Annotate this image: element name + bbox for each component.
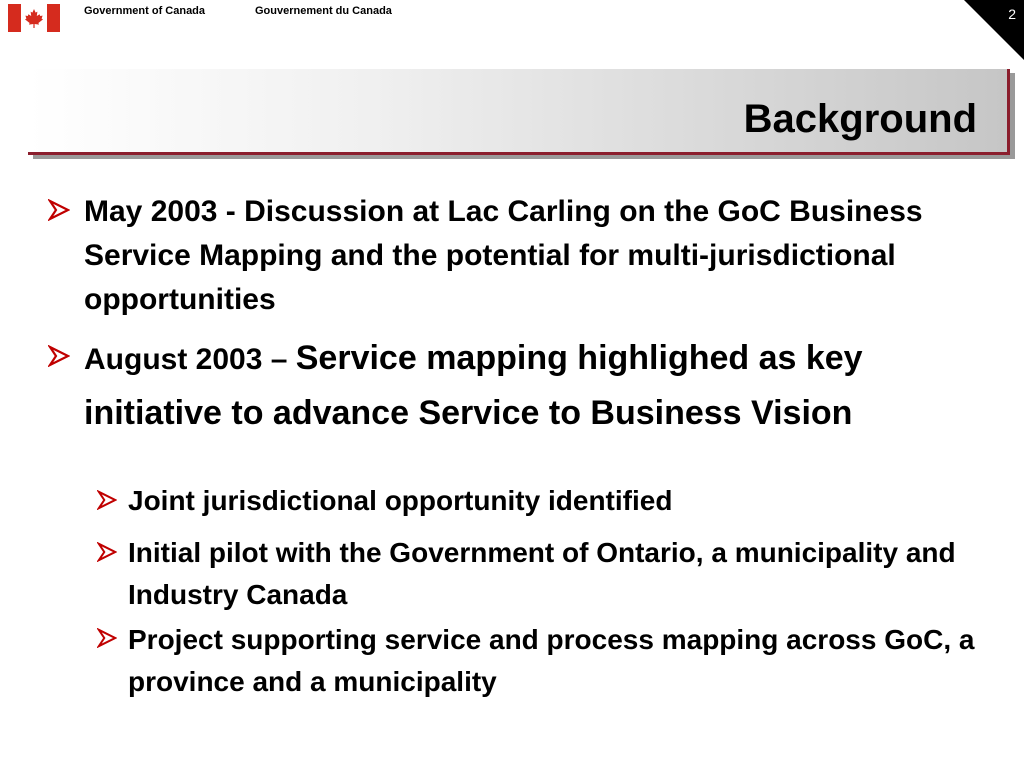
bullet-arrow-icon: [48, 345, 70, 367]
title-band: [28, 69, 1010, 155]
page-number: 2: [1008, 6, 1016, 22]
bullet-lead: August 2003 –: [84, 343, 296, 376]
bullet-arrow-icon: [48, 199, 70, 221]
bullet-item: [84, 334, 964, 444]
sub-bullet-arrow-icon: [97, 542, 117, 562]
gouvernement-du-canada-label: Gouvernement du Canada: [255, 5, 392, 17]
bullet-text: May 2003 - Discussion at Lac Carling on the GoC Business Service Mapping and the potential for multi-jurisdictional opportunities: [84, 195, 923, 316]
sub-bullet-item: Initial pilot with the Government of Ontario, a municipality and Industry Canada: [128, 537, 956, 610]
sub-bullet-arrow-icon: [97, 490, 117, 510]
bullet-item: [84, 190, 964, 322]
government-of-canada-label: Government of Canada: [84, 5, 206, 17]
slide-title: Background: [743, 97, 977, 141]
sub-bullet-item: Joint jurisdictional opportunity identified: [128, 485, 673, 516]
canada-flag-icon: [8, 4, 60, 32]
sub-bullet-arrow-icon: [97, 628, 117, 648]
sub-bullet-item: Project supporting service and process mapping across GoC, a province and a municipality: [128, 624, 975, 697]
bullet-text: Service mapping highlighed as key initiative to advance Service to Business Vision: [84, 339, 863, 432]
